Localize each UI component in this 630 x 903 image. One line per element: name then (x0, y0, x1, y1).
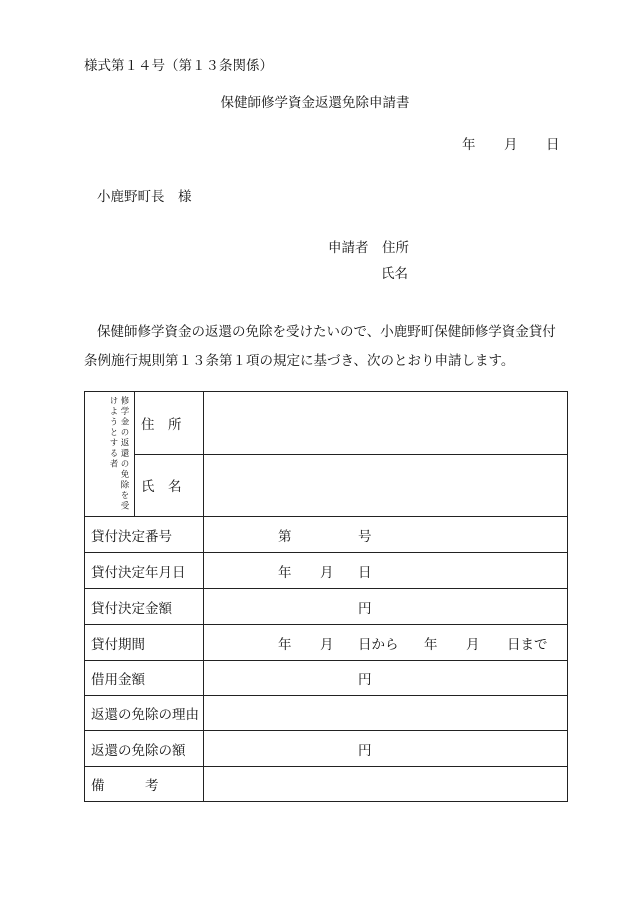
decision-amount-label: 貸付決定金額 (85, 589, 204, 625)
table-row-exempt-amount (85, 731, 568, 767)
decision-no-suffix: 号 (358, 528, 372, 545)
decision-date-year: 年 (278, 564, 292, 581)
table-row-decision-date (85, 553, 568, 589)
decision-date-label: 貸付決定年月日 (85, 553, 204, 589)
period-field[interactable] (204, 625, 568, 661)
address-field[interactable] (204, 392, 568, 455)
form-number: 様式第１４号（第１３条関係） (84, 58, 273, 74)
borrowed-label: 借用金額 (85, 661, 204, 696)
name-field[interactable] (204, 454, 568, 517)
table-row-remarks (85, 767, 568, 802)
period-d1: 日から (358, 636, 399, 653)
period-m1: 月 (320, 636, 334, 653)
side-label-cell (85, 392, 135, 517)
name-label: 氏 名 (135, 454, 204, 517)
table-row-name (85, 454, 568, 517)
application-table (84, 391, 568, 802)
table-row-reason (85, 696, 568, 731)
decision-no-label: 貸付決定番号 (85, 517, 204, 553)
applicant-address-label: 申請者 住所 (328, 240, 409, 256)
period-y1: 年 (278, 636, 292, 653)
exempt-amount-unit: 円 (358, 742, 372, 759)
date-line (462, 139, 560, 153)
decision-amount-unit: 円 (358, 600, 372, 617)
decision-date-day: 日 (358, 564, 372, 581)
remarks-field[interactable] (204, 767, 568, 802)
exempt-amount-field[interactable] (204, 731, 568, 767)
document-title: 保健師修学資金返還免除申請書 (220, 95, 410, 111)
borrowed-unit: 円 (358, 672, 372, 688)
table-row-borrowed (85, 661, 568, 696)
borrowed-field[interactable] (204, 661, 568, 696)
table-row-period (85, 625, 568, 661)
addressee: 小鹿野町長 様 (97, 189, 192, 205)
reason-field[interactable] (204, 696, 568, 731)
date-day: 日 (546, 137, 560, 153)
date-month: 月 (504, 137, 518, 153)
address-label: 住 所 (135, 392, 204, 455)
table-row-address (85, 392, 568, 455)
period-m2: 月 (466, 636, 480, 653)
exempt-amount-label: 返還の免除の額 (85, 731, 204, 767)
remarks-label: 備 考 (85, 767, 204, 802)
applicant-name-label: 氏名 (381, 266, 408, 282)
period-d2: 日まで (507, 636, 548, 653)
reason-label: 返還の免除の理由 (85, 696, 204, 731)
table-row-decision-amount (85, 589, 568, 625)
period-label: 貸付期間 (85, 625, 204, 661)
decision-amount-field[interactable] (204, 589, 568, 625)
decision-no-field[interactable] (204, 517, 568, 553)
decision-no-prefix: 第 (278, 528, 292, 545)
decision-date-field[interactable] (204, 553, 568, 589)
side-label: 修学金の返還の免除を受けようとする者 (108, 396, 129, 512)
decision-date-month: 月 (320, 564, 334, 581)
body-text: 保健師修学資金の返還の免除を受けたいので、小鹿野町保健師修学資金貸付条例施行規則第１３条第１項の規定に基づき、次のとおり申請します。 (84, 324, 556, 369)
date-year: 年 (462, 137, 476, 153)
table-row-decision-no (85, 517, 568, 553)
period-y2: 年 (424, 636, 438, 653)
